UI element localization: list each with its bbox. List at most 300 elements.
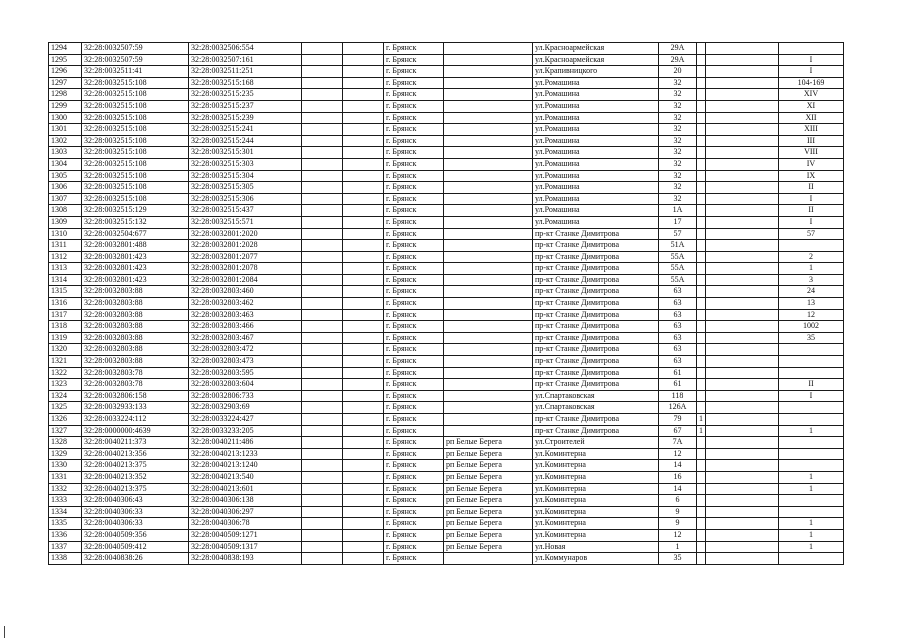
- settlement-cell: [444, 425, 533, 437]
- empty-cell: [302, 541, 343, 553]
- parcel-cadastral-number: 32:28:0033224:112: [82, 414, 189, 426]
- table-row: [49, 553, 844, 565]
- empty-cell: [343, 460, 384, 472]
- building-cell: [697, 321, 706, 333]
- row-number: 1328: [49, 437, 82, 449]
- parcel-cadastral-number: 32:28:0032507:59: [82, 54, 189, 66]
- object-cadastral-number: 32:28:0032515:304: [189, 170, 302, 182]
- city-cell: г. Брянск: [384, 309, 444, 321]
- apartment-cell: 3: [779, 274, 844, 286]
- settlement-cell: [444, 414, 533, 426]
- table-row: [49, 390, 844, 402]
- object-cadastral-number: 32:28:0032803:460: [189, 286, 302, 298]
- building-cell: [697, 228, 706, 240]
- empty-cell: [343, 356, 384, 368]
- empty-cell: [302, 298, 343, 310]
- city-cell: г. Брянск: [384, 529, 444, 541]
- parcel-cadastral-number: 32:28:0032803:78: [82, 379, 189, 391]
- table-row: [49, 332, 844, 344]
- table-row: [49, 495, 844, 507]
- empty-cell: [706, 66, 779, 78]
- empty-cell: [706, 182, 779, 194]
- apartment-cell: 2: [779, 251, 844, 263]
- city-cell: г. Брянск: [384, 402, 444, 414]
- settlement-cell: [444, 309, 533, 321]
- apartment-cell: [779, 495, 844, 507]
- empty-cell: [706, 448, 779, 460]
- building-cell: [697, 356, 706, 368]
- city-cell: г. Брянск: [384, 286, 444, 298]
- house-number-cell: 63: [659, 309, 697, 321]
- empty-cell: [343, 193, 384, 205]
- apartment-cell: I: [779, 216, 844, 228]
- street-cell: ул.Коминтерна: [533, 529, 659, 541]
- street-cell: ул.Крапивницкого: [533, 66, 659, 78]
- city-cell: г. Брянск: [384, 460, 444, 472]
- street-cell: ул.Ромашина: [533, 216, 659, 228]
- city-cell: г. Брянск: [384, 170, 444, 182]
- settlement-cell: [444, 379, 533, 391]
- empty-cell: [302, 448, 343, 460]
- object-cadastral-number: 32:28:0032803:467: [189, 332, 302, 344]
- settlement-cell: [444, 89, 533, 101]
- street-cell: пр-кт Станке Димитрова: [533, 425, 659, 437]
- empty-cell: [343, 379, 384, 391]
- table-row: [49, 286, 844, 298]
- empty-cell: [302, 182, 343, 194]
- object-cadastral-number: 32:28:0040306:78: [189, 518, 302, 530]
- apartment-cell: [779, 367, 844, 379]
- apartment-cell: [779, 240, 844, 252]
- object-cadastral-number: 32:28:0032515:571: [189, 216, 302, 228]
- table-body: [49, 43, 844, 565]
- parcel-cadastral-number: 32:28:0032515:129: [82, 205, 189, 217]
- apartment-cell: [779, 43, 844, 55]
- parcel-cadastral-number: 32:28:0040213:375: [82, 483, 189, 495]
- settlement-cell: рп Белые Берега: [444, 448, 533, 460]
- building-cell: [697, 193, 706, 205]
- parcel-cadastral-number: 32:28:0032515:108: [82, 182, 189, 194]
- building-cell: [697, 263, 706, 275]
- table-row: [49, 263, 844, 275]
- city-cell: г. Брянск: [384, 541, 444, 553]
- apartment-cell: [779, 437, 844, 449]
- building-cell: [697, 309, 706, 321]
- street-cell: ул.Ромашина: [533, 147, 659, 159]
- settlement-cell: [444, 112, 533, 124]
- empty-cell: [706, 286, 779, 298]
- street-cell: ул.Коминтерна: [533, 495, 659, 507]
- apartment-cell: VIII: [779, 147, 844, 159]
- empty-cell: [302, 263, 343, 275]
- apartment-cell: I: [779, 390, 844, 402]
- table-row: [49, 471, 844, 483]
- table-row: [49, 518, 844, 530]
- parcel-cadastral-number: 32:28:0040211:373: [82, 437, 189, 449]
- row-number: 1306: [49, 182, 82, 194]
- building-cell: [697, 506, 706, 518]
- building-cell: [697, 182, 706, 194]
- city-cell: г. Брянск: [384, 112, 444, 124]
- city-cell: г. Брянск: [384, 332, 444, 344]
- settlement-cell: [444, 263, 533, 275]
- apartment-cell: [779, 553, 844, 565]
- parcel-cadastral-number: 32:28:0032801:423: [82, 274, 189, 286]
- parcel-cadastral-number: 32:28:0032504:677: [82, 228, 189, 240]
- empty-cell: [706, 147, 779, 159]
- object-cadastral-number: 32:28:0032801:2020: [189, 228, 302, 240]
- house-number-cell: 55А: [659, 274, 697, 286]
- street-cell: ул.Ромашина: [533, 205, 659, 217]
- apartment-cell: II: [779, 205, 844, 217]
- street-cell: ул.Спартаковская: [533, 402, 659, 414]
- empty-cell: [302, 147, 343, 159]
- empty-cell: [706, 541, 779, 553]
- city-cell: г. Брянск: [384, 321, 444, 333]
- settlement-cell: [444, 182, 533, 194]
- apartment-cell: 1: [779, 529, 844, 541]
- row-number: 1331: [49, 471, 82, 483]
- house-number-cell: 14: [659, 483, 697, 495]
- house-number-cell: 126А: [659, 402, 697, 414]
- empty-cell: [706, 332, 779, 344]
- parcel-cadastral-number: 32:28:0032515:108: [82, 147, 189, 159]
- parcel-cadastral-number: 32:28:0032933:133: [82, 402, 189, 414]
- parcel-cadastral-number: 32:28:0032515:108: [82, 112, 189, 124]
- city-cell: г. Брянск: [384, 89, 444, 101]
- empty-cell: [706, 100, 779, 112]
- row-number: 1322: [49, 367, 82, 379]
- house-number-cell: 55А: [659, 263, 697, 275]
- street-cell: пр-кт Станке Димитрова: [533, 414, 659, 426]
- apartment-cell: 1: [779, 425, 844, 437]
- empty-cell: [343, 43, 384, 55]
- object-cadastral-number: 32:28:0040213:1233: [189, 448, 302, 460]
- street-cell: пр-кт Станке Димитрова: [533, 228, 659, 240]
- empty-cell: [343, 89, 384, 101]
- house-number-cell: 55А: [659, 251, 697, 263]
- settlement-cell: рп Белые Берега: [444, 506, 533, 518]
- object-cadastral-number: 32:28:0040213:1240: [189, 460, 302, 472]
- city-cell: г. Брянск: [384, 518, 444, 530]
- building-cell: [697, 112, 706, 124]
- row-number: 1323: [49, 379, 82, 391]
- row-number: 1329: [49, 448, 82, 460]
- empty-cell: [302, 228, 343, 240]
- empty-cell: [343, 251, 384, 263]
- row-number: 1318: [49, 321, 82, 333]
- apartment-cell: 1: [779, 471, 844, 483]
- row-number: 1320: [49, 344, 82, 356]
- empty-cell: [706, 124, 779, 136]
- object-cadastral-number: 32:28:0032803:473: [189, 356, 302, 368]
- parcel-cadastral-number: 32:28:0040509:356: [82, 529, 189, 541]
- building-cell: [697, 158, 706, 170]
- empty-cell: [302, 471, 343, 483]
- parcel-cadastral-number: 32:28:0040306:33: [82, 506, 189, 518]
- apartment-cell: 1002: [779, 321, 844, 333]
- parcel-cadastral-number: 32:28:0032803:78: [82, 367, 189, 379]
- street-cell: ул.Ромашина: [533, 182, 659, 194]
- building-cell: [697, 553, 706, 565]
- row-number: 1313: [49, 263, 82, 275]
- settlement-cell: рп Белые Берега: [444, 495, 533, 507]
- building-cell: [697, 205, 706, 217]
- street-cell: ул.Ромашина: [533, 124, 659, 136]
- parcel-cadastral-number: 32:28:0032803:88: [82, 332, 189, 344]
- building-cell: [697, 495, 706, 507]
- building-cell: [697, 390, 706, 402]
- table-row: [49, 124, 844, 136]
- empty-cell: [706, 54, 779, 66]
- empty-cell: [343, 332, 384, 344]
- empty-cell: [706, 321, 779, 333]
- empty-cell: [302, 518, 343, 530]
- settlement-cell: [444, 100, 533, 112]
- house-number-cell: 61: [659, 379, 697, 391]
- row-number: 1302: [49, 135, 82, 147]
- building-cell: [697, 471, 706, 483]
- building-cell: [697, 77, 706, 89]
- settlement-cell: [444, 321, 533, 333]
- empty-cell: [302, 170, 343, 182]
- object-cadastral-number: 32:28:0040213:540: [189, 471, 302, 483]
- table-row: [49, 506, 844, 518]
- empty-cell: [302, 344, 343, 356]
- parcel-cadastral-number: 32:28:0040509:412: [82, 541, 189, 553]
- empty-cell: [302, 158, 343, 170]
- empty-cell: [706, 77, 779, 89]
- apartment-cell: IX: [779, 170, 844, 182]
- street-cell: ул.Красноармейская: [533, 43, 659, 55]
- row-number: 1337: [49, 541, 82, 553]
- house-number-cell: 29А: [659, 54, 697, 66]
- empty-cell: [343, 553, 384, 565]
- empty-cell: [302, 193, 343, 205]
- city-cell: г. Брянск: [384, 54, 444, 66]
- table-row: [49, 147, 844, 159]
- city-cell: г. Брянск: [384, 298, 444, 310]
- empty-cell: [706, 43, 779, 55]
- table-row: [49, 251, 844, 263]
- object-cadastral-number: 32:28:0032801:2078: [189, 263, 302, 275]
- apartment-cell: 104-169: [779, 77, 844, 89]
- parcel-cadastral-number: 32:28:0040306:33: [82, 518, 189, 530]
- empty-cell: [343, 147, 384, 159]
- object-cadastral-number: 32:28:0032803:466: [189, 321, 302, 333]
- object-cadastral-number: 32:28:0032515:237: [189, 100, 302, 112]
- object-cadastral-number: 32:28:0032515:303: [189, 158, 302, 170]
- house-number-cell: 20: [659, 66, 697, 78]
- empty-cell: [302, 77, 343, 89]
- apartment-cell: 12: [779, 309, 844, 321]
- building-cell: [697, 286, 706, 298]
- settlement-cell: [444, 344, 533, 356]
- house-number-cell: 12: [659, 448, 697, 460]
- house-number-cell: 6: [659, 495, 697, 507]
- empty-cell: [302, 414, 343, 426]
- empty-cell: [343, 495, 384, 507]
- object-cadastral-number: 32:28:0040306:138: [189, 495, 302, 507]
- parcel-cadastral-number: 32:28:0032515:108: [82, 124, 189, 136]
- parcel-cadastral-number: 32:28:0032803:88: [82, 344, 189, 356]
- row-number: 1333: [49, 495, 82, 507]
- empty-cell: [302, 43, 343, 55]
- empty-cell: [302, 100, 343, 112]
- empty-cell: [706, 205, 779, 217]
- object-cadastral-number: 32:28:0032515:241: [189, 124, 302, 136]
- parcel-cadastral-number: 32:28:0032803:88: [82, 286, 189, 298]
- building-cell: [697, 124, 706, 136]
- street-cell: ул.Ромашина: [533, 170, 659, 182]
- building-cell: 1: [697, 414, 706, 426]
- table-row: [49, 158, 844, 170]
- apartment-cell: IV: [779, 158, 844, 170]
- row-number: 1312: [49, 251, 82, 263]
- empty-cell: [302, 506, 343, 518]
- parcel-cadastral-number: 32:28:0032801:423: [82, 263, 189, 275]
- building-cell: [697, 251, 706, 263]
- city-cell: г. Брянск: [384, 506, 444, 518]
- house-number-cell: 29А: [659, 43, 697, 55]
- empty-cell: [706, 356, 779, 368]
- building-cell: [697, 483, 706, 495]
- empty-cell: [706, 298, 779, 310]
- apartment-cell: [779, 344, 844, 356]
- empty-cell: [343, 158, 384, 170]
- house-number-cell: 79: [659, 414, 697, 426]
- empty-cell: [302, 89, 343, 101]
- apartment-cell: I: [779, 54, 844, 66]
- street-cell: ул.Ромашина: [533, 89, 659, 101]
- settlement-cell: [444, 251, 533, 263]
- empty-cell: [706, 414, 779, 426]
- empty-cell: [302, 553, 343, 565]
- house-number-cell: 63: [659, 298, 697, 310]
- city-cell: г. Брянск: [384, 274, 444, 286]
- table-row: [49, 344, 844, 356]
- settlement-cell: [444, 158, 533, 170]
- table-row: [49, 437, 844, 449]
- city-cell: г. Брянск: [384, 390, 444, 402]
- street-cell: ул.Спартаковская: [533, 390, 659, 402]
- building-cell: [697, 240, 706, 252]
- row-number: 1321: [49, 356, 82, 368]
- building-cell: [697, 402, 706, 414]
- empty-cell: [706, 158, 779, 170]
- empty-cell: [706, 553, 779, 565]
- apartment-cell: II: [779, 379, 844, 391]
- empty-cell: [302, 321, 343, 333]
- empty-cell: [343, 77, 384, 89]
- settlement-cell: [444, 66, 533, 78]
- table-row: [49, 483, 844, 495]
- house-number-cell: 63: [659, 321, 697, 333]
- street-cell: ул.Новая: [533, 541, 659, 553]
- city-cell: г. Брянск: [384, 100, 444, 112]
- house-number-cell: 9: [659, 518, 697, 530]
- building-cell: [697, 518, 706, 530]
- empty-cell: [706, 240, 779, 252]
- object-cadastral-number: 32:28:0032515:244: [189, 135, 302, 147]
- empty-cell: [343, 483, 384, 495]
- empty-cell: [343, 518, 384, 530]
- empty-cell: [343, 228, 384, 240]
- street-cell: ул.Коминтерна: [533, 518, 659, 530]
- settlement-cell: [444, 228, 533, 240]
- parcel-cadastral-number: 32:28:0000000:4639: [82, 425, 189, 437]
- empty-cell: [302, 251, 343, 263]
- street-cell: ул.Коминтерна: [533, 448, 659, 460]
- city-cell: г. Брянск: [384, 135, 444, 147]
- row-number: 1314: [49, 274, 82, 286]
- object-cadastral-number: 32:28:0032515:437: [189, 205, 302, 217]
- object-cadastral-number: 32:28:0032515:306: [189, 193, 302, 205]
- settlement-cell: [444, 54, 533, 66]
- house-number-cell: 14: [659, 460, 697, 472]
- margin-mark: [4, 626, 5, 638]
- empty-cell: [302, 367, 343, 379]
- street-cell: ул.Ромашина: [533, 100, 659, 112]
- empty-cell: [302, 437, 343, 449]
- object-cadastral-number: 32:28:0032803:604: [189, 379, 302, 391]
- empty-cell: [343, 216, 384, 228]
- empty-cell: [706, 483, 779, 495]
- empty-cell: [302, 274, 343, 286]
- house-number-cell: 32: [659, 77, 697, 89]
- settlement-cell: [444, 240, 533, 252]
- apartment-cell: [779, 448, 844, 460]
- row-number: 1334: [49, 506, 82, 518]
- table-row: [49, 43, 844, 55]
- building-cell: [697, 66, 706, 78]
- parcel-cadastral-number: 32:28:0032515:108: [82, 158, 189, 170]
- empty-cell: [706, 471, 779, 483]
- empty-cell: [343, 309, 384, 321]
- house-number-cell: 63: [659, 344, 697, 356]
- house-number-cell: 32: [659, 135, 697, 147]
- building-cell: [697, 332, 706, 344]
- apartment-cell: 1: [779, 263, 844, 275]
- object-cadastral-number: 32:28:0040838:193: [189, 553, 302, 565]
- object-cadastral-number: 32:28:0032515:235: [189, 89, 302, 101]
- settlement-cell: рп Белые Берега: [444, 471, 533, 483]
- city-cell: г. Брянск: [384, 495, 444, 507]
- street-cell: ул.Коминтерна: [533, 471, 659, 483]
- empty-cell: [302, 402, 343, 414]
- city-cell: г. Брянск: [384, 448, 444, 460]
- empty-cell: [302, 112, 343, 124]
- street-cell: ул.Ромашина: [533, 158, 659, 170]
- city-cell: г. Брянск: [384, 379, 444, 391]
- settlement-cell: [444, 77, 533, 89]
- settlement-cell: [444, 356, 533, 368]
- row-number: 1294: [49, 43, 82, 55]
- table-row: [49, 379, 844, 391]
- parcel-cadastral-number: 32:28:0040213:352: [82, 471, 189, 483]
- row-number: 1310: [49, 228, 82, 240]
- table-row: [49, 100, 844, 112]
- street-cell: пр-кт Станке Димитрова: [533, 286, 659, 298]
- empty-cell: [706, 263, 779, 275]
- row-number: 1301: [49, 124, 82, 136]
- parcel-cadastral-number: 32:28:0040306:43: [82, 495, 189, 507]
- empty-cell: [302, 332, 343, 344]
- row-number: 1297: [49, 77, 82, 89]
- street-cell: пр-кт Станке Димитрова: [533, 274, 659, 286]
- empty-cell: [706, 112, 779, 124]
- house-number-cell: 57: [659, 228, 697, 240]
